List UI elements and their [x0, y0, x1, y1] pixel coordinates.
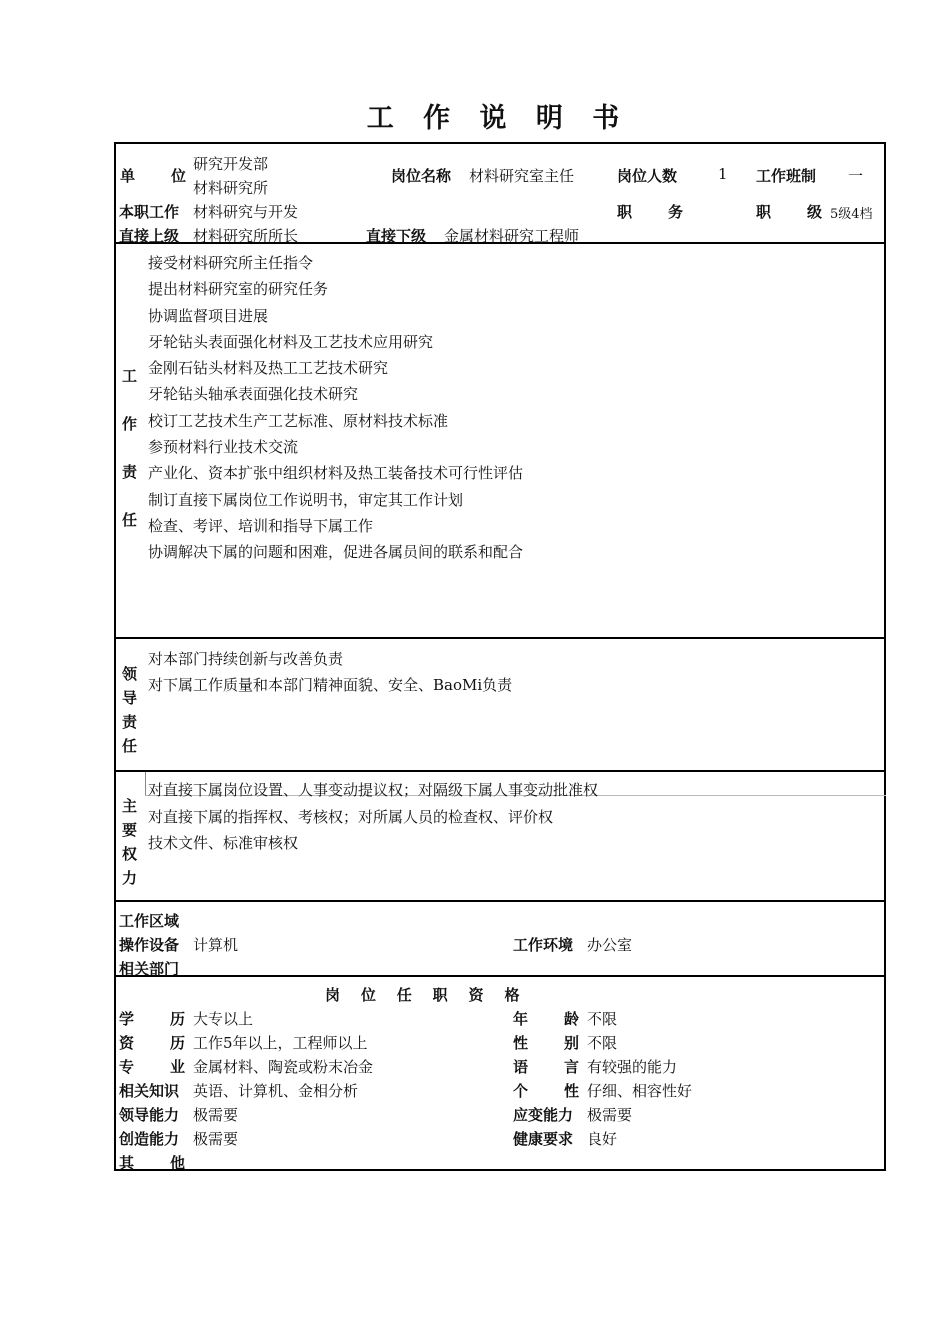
list-item: 制订直接下属岗位工作说明书，审定其工作计划: [148, 490, 464, 509]
list-item: 协调监督项目进展: [148, 306, 269, 325]
knowledge-value: 英语、计算机、金相分析: [193, 1082, 359, 1100]
env-value: 办公室: [587, 936, 633, 954]
divider: [114, 975, 886, 977]
experience-value: 工作5年以上，工程师以上: [193, 1034, 368, 1052]
unit-value-2: 材料研究所: [193, 179, 269, 197]
list-item: 对下属工作质量和本部门精神面貌、安全、BaoMi负责: [148, 676, 513, 694]
creativity-label: 创造能力: [119, 1130, 180, 1148]
list-item: 牙轮钻头表面强化材料及工艺技术应用研究: [148, 332, 434, 351]
responsibilities-label-4: 任: [122, 511, 138, 529]
post-name-value: 材料研究室主任: [469, 167, 575, 185]
language-value: 有较强的能力: [587, 1058, 678, 1076]
other-label: 其 他: [119, 1154, 185, 1172]
leadership-ability-label: 领导能力: [119, 1106, 180, 1124]
unit-value-1: 研究开发部: [193, 155, 269, 173]
job-label: 本职工作: [119, 203, 180, 221]
shift-label: 工作班制: [756, 167, 817, 185]
education-value: 大专以上: [193, 1010, 254, 1028]
major-value: 金属材料、陶瓷或粉末冶金: [193, 1058, 374, 1076]
authority-label-2: 要: [122, 821, 138, 839]
work-area-label: 工作区域: [119, 912, 180, 930]
equipment-value: 计算机: [193, 936, 239, 954]
list-item: 产业化、资本扩张中组织材料及热工装备技术可行性评估: [148, 464, 524, 483]
list-item: 检查、考评、培训和指导下属工作: [148, 516, 374, 535]
authority-label-4: 力: [122, 869, 138, 887]
post-count-label: 岗位人数: [617, 167, 678, 185]
list-item: 牙轮钻头轴承表面强化技术研究: [148, 385, 359, 404]
personality-value: 仔细、相容性好: [587, 1082, 693, 1100]
leadership-label-1: 领: [122, 665, 138, 683]
post-count-value: 1: [718, 165, 728, 183]
responsibilities-list: [148, 250, 523, 566]
adapt-label: 应变能力: [513, 1106, 574, 1124]
age-value: 不限: [587, 1010, 618, 1028]
rank-value: 5级4档: [830, 207, 873, 222]
unit-label: 单 位: [120, 167, 186, 185]
divider: [114, 637, 886, 639]
list-item: 技术文件、标准审核权: [148, 834, 299, 852]
creativity-value: 极需要: [193, 1130, 239, 1148]
rank-label: 职 级: [756, 203, 822, 221]
language-label: 语 言: [513, 1058, 579, 1076]
education-label: 学 历: [119, 1010, 185, 1028]
leadership-label-2: 导: [122, 689, 138, 707]
gender-label: 性 别: [513, 1034, 579, 1052]
subordinate-label: 直接下级: [366, 227, 427, 245]
post-name-label: 岗位名称: [391, 167, 452, 185]
authority-label-1: 主: [122, 797, 138, 815]
equipment-label: 操作设备: [119, 936, 180, 954]
leadership-ability-value: 极需要: [193, 1106, 239, 1124]
leadership-label-3: 责: [122, 713, 138, 731]
responsibilities-label-1: 工: [122, 367, 138, 385]
age-label: 年 龄: [513, 1010, 579, 1028]
experience-label: 资 历: [119, 1034, 185, 1052]
health-label: 健康要求: [513, 1130, 574, 1148]
page-title: 工 作 说 明 书: [366, 103, 630, 134]
list-item: 对直接下属岗位设置、人事变动提议权；对隔级下属人事变动批准权: [148, 781, 599, 799]
adapt-value: 极需要: [587, 1106, 633, 1124]
leadership-list: [148, 646, 512, 698]
list-item: 对直接下属的指挥权、考核权；对所属人员的检查权、评价权: [148, 807, 554, 826]
personality-label: 个 性: [513, 1082, 579, 1100]
shift-value: 一: [848, 167, 864, 185]
superior-value: 材料研究所所长: [193, 227, 299, 245]
gender-value: 不限: [587, 1034, 618, 1052]
responsibilities-label-3: 责: [122, 463, 138, 481]
leadership-label-4: 任: [122, 737, 138, 755]
subordinate-value: 金属材料研究工程师: [444, 227, 580, 245]
list-item: 参预材料行业技术交流: [148, 438, 299, 457]
job-value: 材料研究与开发: [193, 203, 299, 221]
qualifications-header: 岗 位 任 职 资 格: [325, 986, 520, 1004]
major-label: 专 业: [119, 1058, 185, 1076]
list-item: 协调解决下属的问题和困难，促进各属员间的联系和配合: [148, 543, 524, 562]
list-item: 校订工艺技术生产工艺标准、原材料技术标准: [148, 411, 449, 430]
authority-label-3: 权: [122, 845, 138, 863]
list-item: 对本部门持续创新与改善负责: [148, 650, 344, 668]
list-item: 提出材料研究室的研究任务: [148, 280, 329, 299]
env-label: 工作环境: [513, 936, 574, 954]
related-dept-label: 相关部门: [119, 960, 180, 978]
authority-list: [148, 777, 598, 857]
duty-label: 职 务: [617, 203, 683, 221]
knowledge-label: 相关知识: [119, 1082, 180, 1100]
superior-label: 直接上级: [119, 227, 180, 245]
divider: [114, 900, 886, 902]
list-item: 接受材料研究所主任指令: [148, 254, 314, 272]
list-item: 金刚石钻头材料及热工工艺技术研究: [148, 359, 389, 378]
responsibilities-label-2: 作: [122, 415, 138, 433]
health-value: 良好: [587, 1130, 618, 1148]
